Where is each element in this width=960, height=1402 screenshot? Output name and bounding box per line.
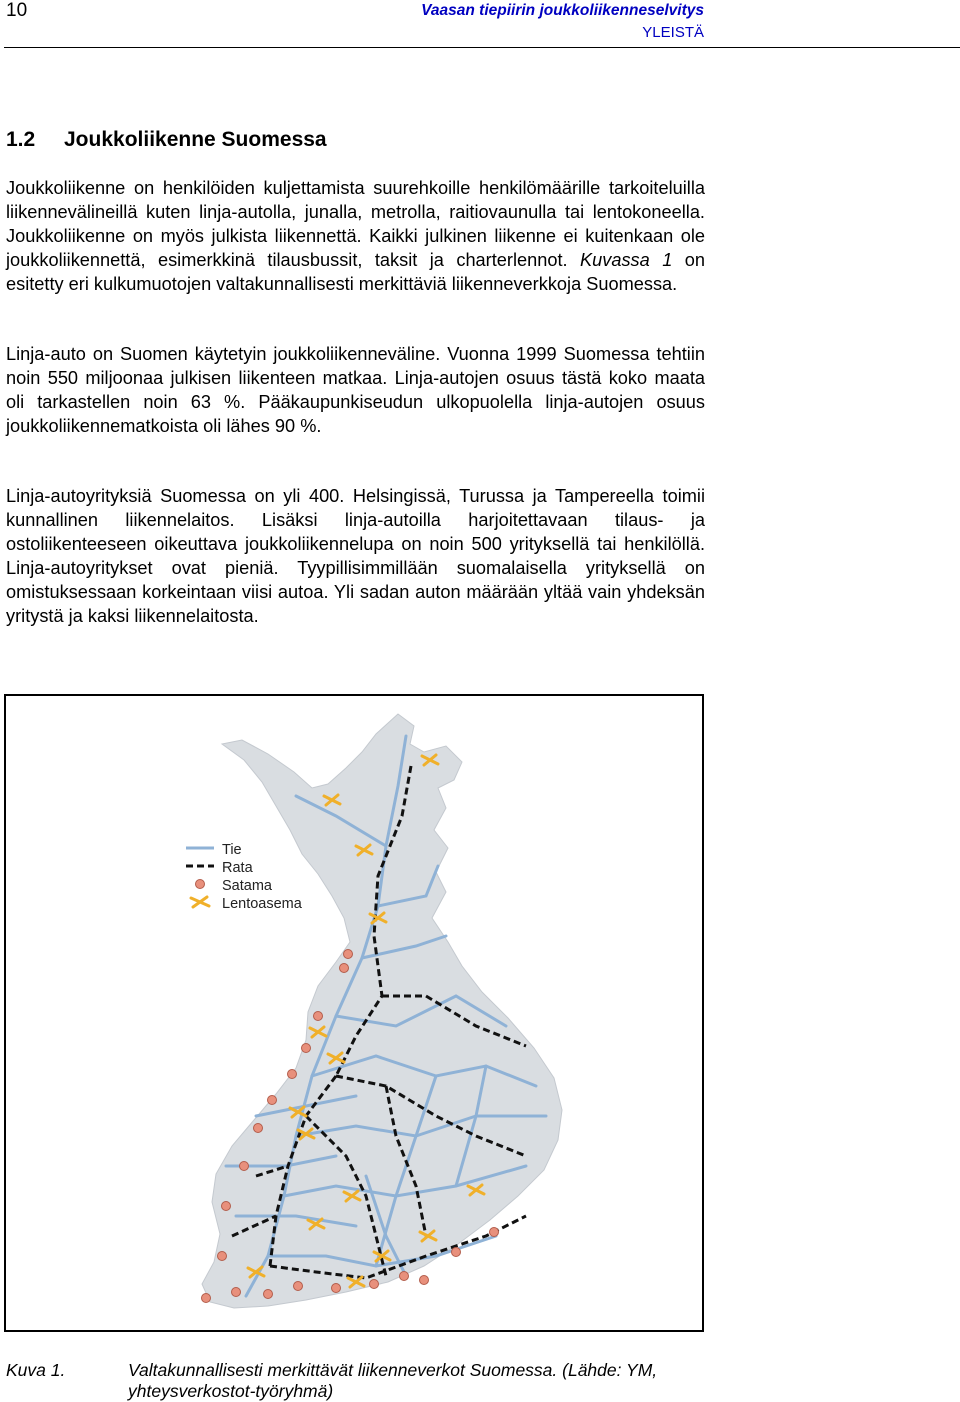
running-header [421, 0, 704, 44]
paragraph-1-text-a: Joukkoliikenne on henkilöiden kuljettamista suurehkoille henkilömäärille tarkoiteluilla liikennevälineillä kuten linja-autolla, junalla, metrolla, raitiovaunulla tai lentokoneella. Joukkoliikenne on myös julkista liikennettä. Kaikki julkinen liikenne ei kuitenkaan ole joukkoliikennettä, esimerkkinä tilausbussit, taksit ja charterlennot. [6, 178, 705, 270]
finland-transport-map [6, 696, 702, 1330]
section-title: Joukkoliikenne Suomessa [64, 128, 327, 151]
paragraph-2 [6, 342, 705, 438]
legend-port-symbol [196, 880, 205, 889]
section-number: 1.2 [6, 128, 36, 151]
figure-caption-text: Valtakunnallisesti merkittävät liikenneverkot Suomessa. (Lähde: YM, yhteysverkostot-työryhmä) [128, 1360, 658, 1401]
map-legend [186, 842, 303, 912]
figure-caption-label: Kuva 1. [6, 1360, 66, 1380]
section-heading [6, 128, 327, 152]
document-title: Vaasan tiepiirin joukkoliikenneselvitys [421, 2, 704, 19]
legend-airport-symbol [191, 897, 209, 907]
paragraph-3-text: Linja-autoyrityksiä Suomessa on yli 400. Helsingissä, Turussa ja Tampereella toimii kunnallinen liikennelaitos. Lisäksi linja-autoilla harjoitettavaan tilaus- ja ostoliikenteeseen oikeuttava joukkoliikennelupa on noin 500 yrityksellä tai henkilöllä. Linja-autoyritykset ovat pieniä. Tyypillisimmillään suomalaisella yrityksellä on omistuksessaan korkeintaan viisi autoa. Yli sadan auton määrään yltää vain yhdeksän yritystä ja kaksi liikennelaitosta. [6, 486, 705, 626]
header-rule [4, 47, 960, 48]
figure-reference: Kuvassa 1 [580, 250, 673, 270]
paragraph-3 [6, 484, 705, 628]
legend-airport-label: Lentoasema [222, 896, 302, 912]
legend-port-label: Satama [222, 878, 272, 894]
finland-landmass [202, 714, 562, 1308]
legend-rail-label: Rata [222, 860, 253, 876]
legend-road-label: Tie [222, 842, 242, 858]
map-figure [4, 694, 704, 1332]
paragraph-1-text-b: on esitetty eri kulkumuotojen valtakunnallisesti merkittäviä liikenneverkkoja Suomessa. [6, 250, 705, 294]
section-label: YLEISTÄ [642, 24, 704, 41]
paragraph-2-text: Linja-auto on Suomen käytetyin joukkoliikenneväline. Vuonna 1999 Suomessa tehtiin noin 550 miljoonaa julkisen liikenteen matkaa. Linja-autojen osuus tästä koko maata oli tarkastellen noin 63 %. Pääkaupunkiseudun ulkopuolella linja-autojen osuus joukkoliikennematkoista oli lähes 90 %. [6, 344, 705, 436]
paragraph-1 [6, 176, 705, 296]
page-number: 10 [6, 0, 28, 21]
